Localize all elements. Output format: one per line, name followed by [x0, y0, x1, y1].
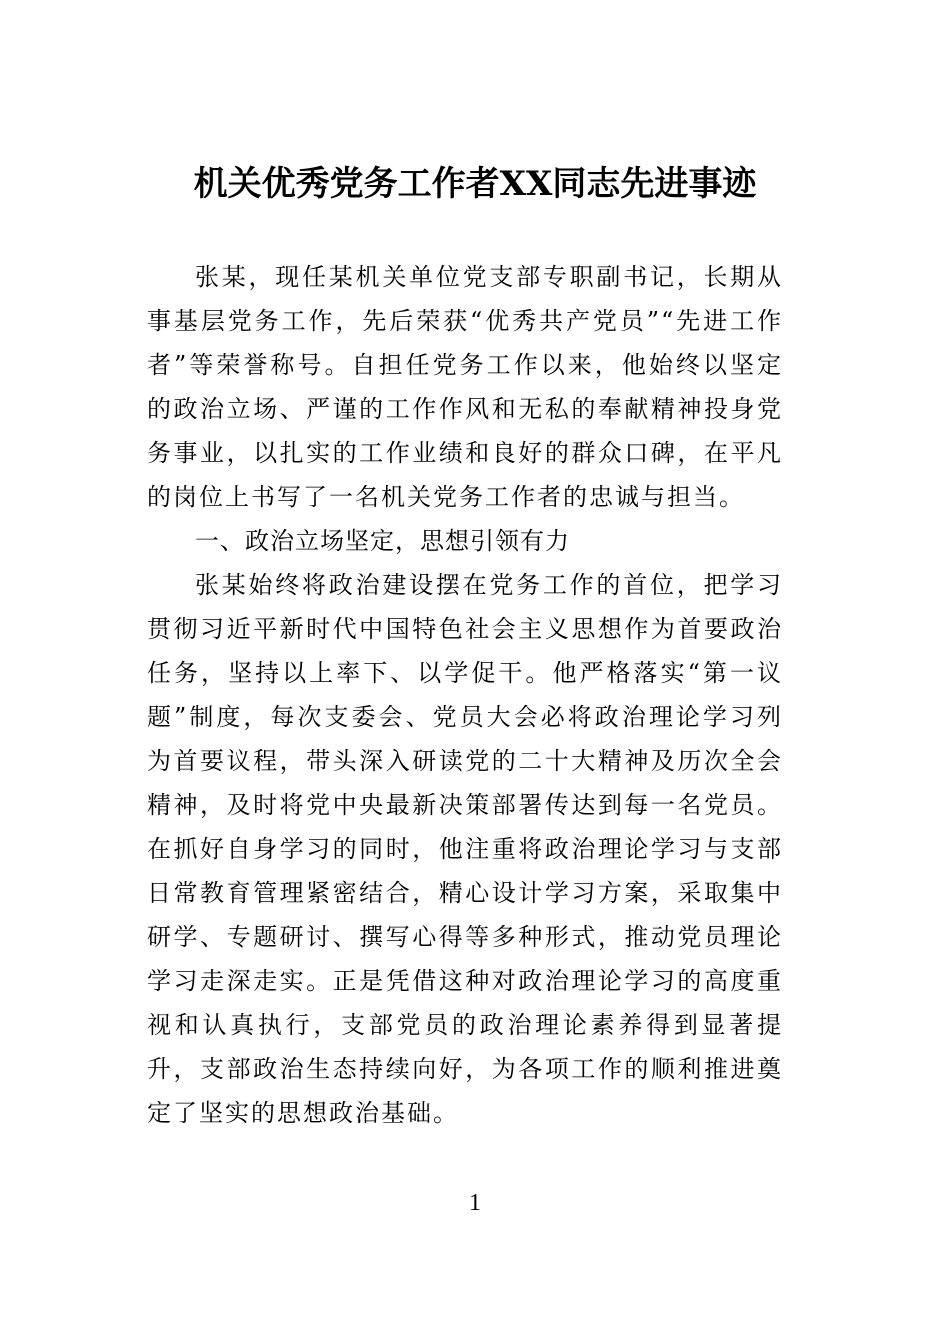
page-number: 1: [469, 1190, 481, 1216]
document-title: 机关优秀党务工作者XX同志先进事迹: [193, 164, 757, 204]
intro-paragraph: 张某，现任某机关单位党支部专职副书记，长期从事基层党务工作，先后荣获“优秀共产党员”“先进工作者”等荣誉称号。自担任党务工作以来，他始终以坚定的政治立场、严谨的工作作风和无私的奉献精神投身党务事业，以扎实的工作业绩和良好的群众口碑，在平凡的岗位上书写了一名机关党务工作者的忠诚与担当。: [147, 263, 783, 511]
document-body: [147, 255, 783, 1135]
section-paragraph: 张某始终将政治建设摆在党务工作的首位，把学习贯彻习近平新时代中国特色社会主义思想作为首要政治任务，坚持以上率下、以学促干。他严格落实“第一议题”制度，每次支委会、党员大会必将政治理论学习列为首要议程，带头深入研读党的二十大精神及历次全会精神，及时将党中央最新决策部署传达到每一名党员。在抓好自身学习的同时，他注重将政治理论学习与支部日常教育管理紧密结合，精心设计学习方案，采取集中研学、专题研讨、撰写心得等多种形式，推动党员理论学习走深走实。正是凭借这种对政治理论学习的高度重视和认真执行，支部党员的政治理论素养得到显著提升，支部政治生态持续向好，为各项工作的顺利推进奠定了坚实的思想政治基础。: [147, 571, 783, 1127]
section-heading: 一、政治立场坚定，思想引领有力: [195, 527, 570, 555]
